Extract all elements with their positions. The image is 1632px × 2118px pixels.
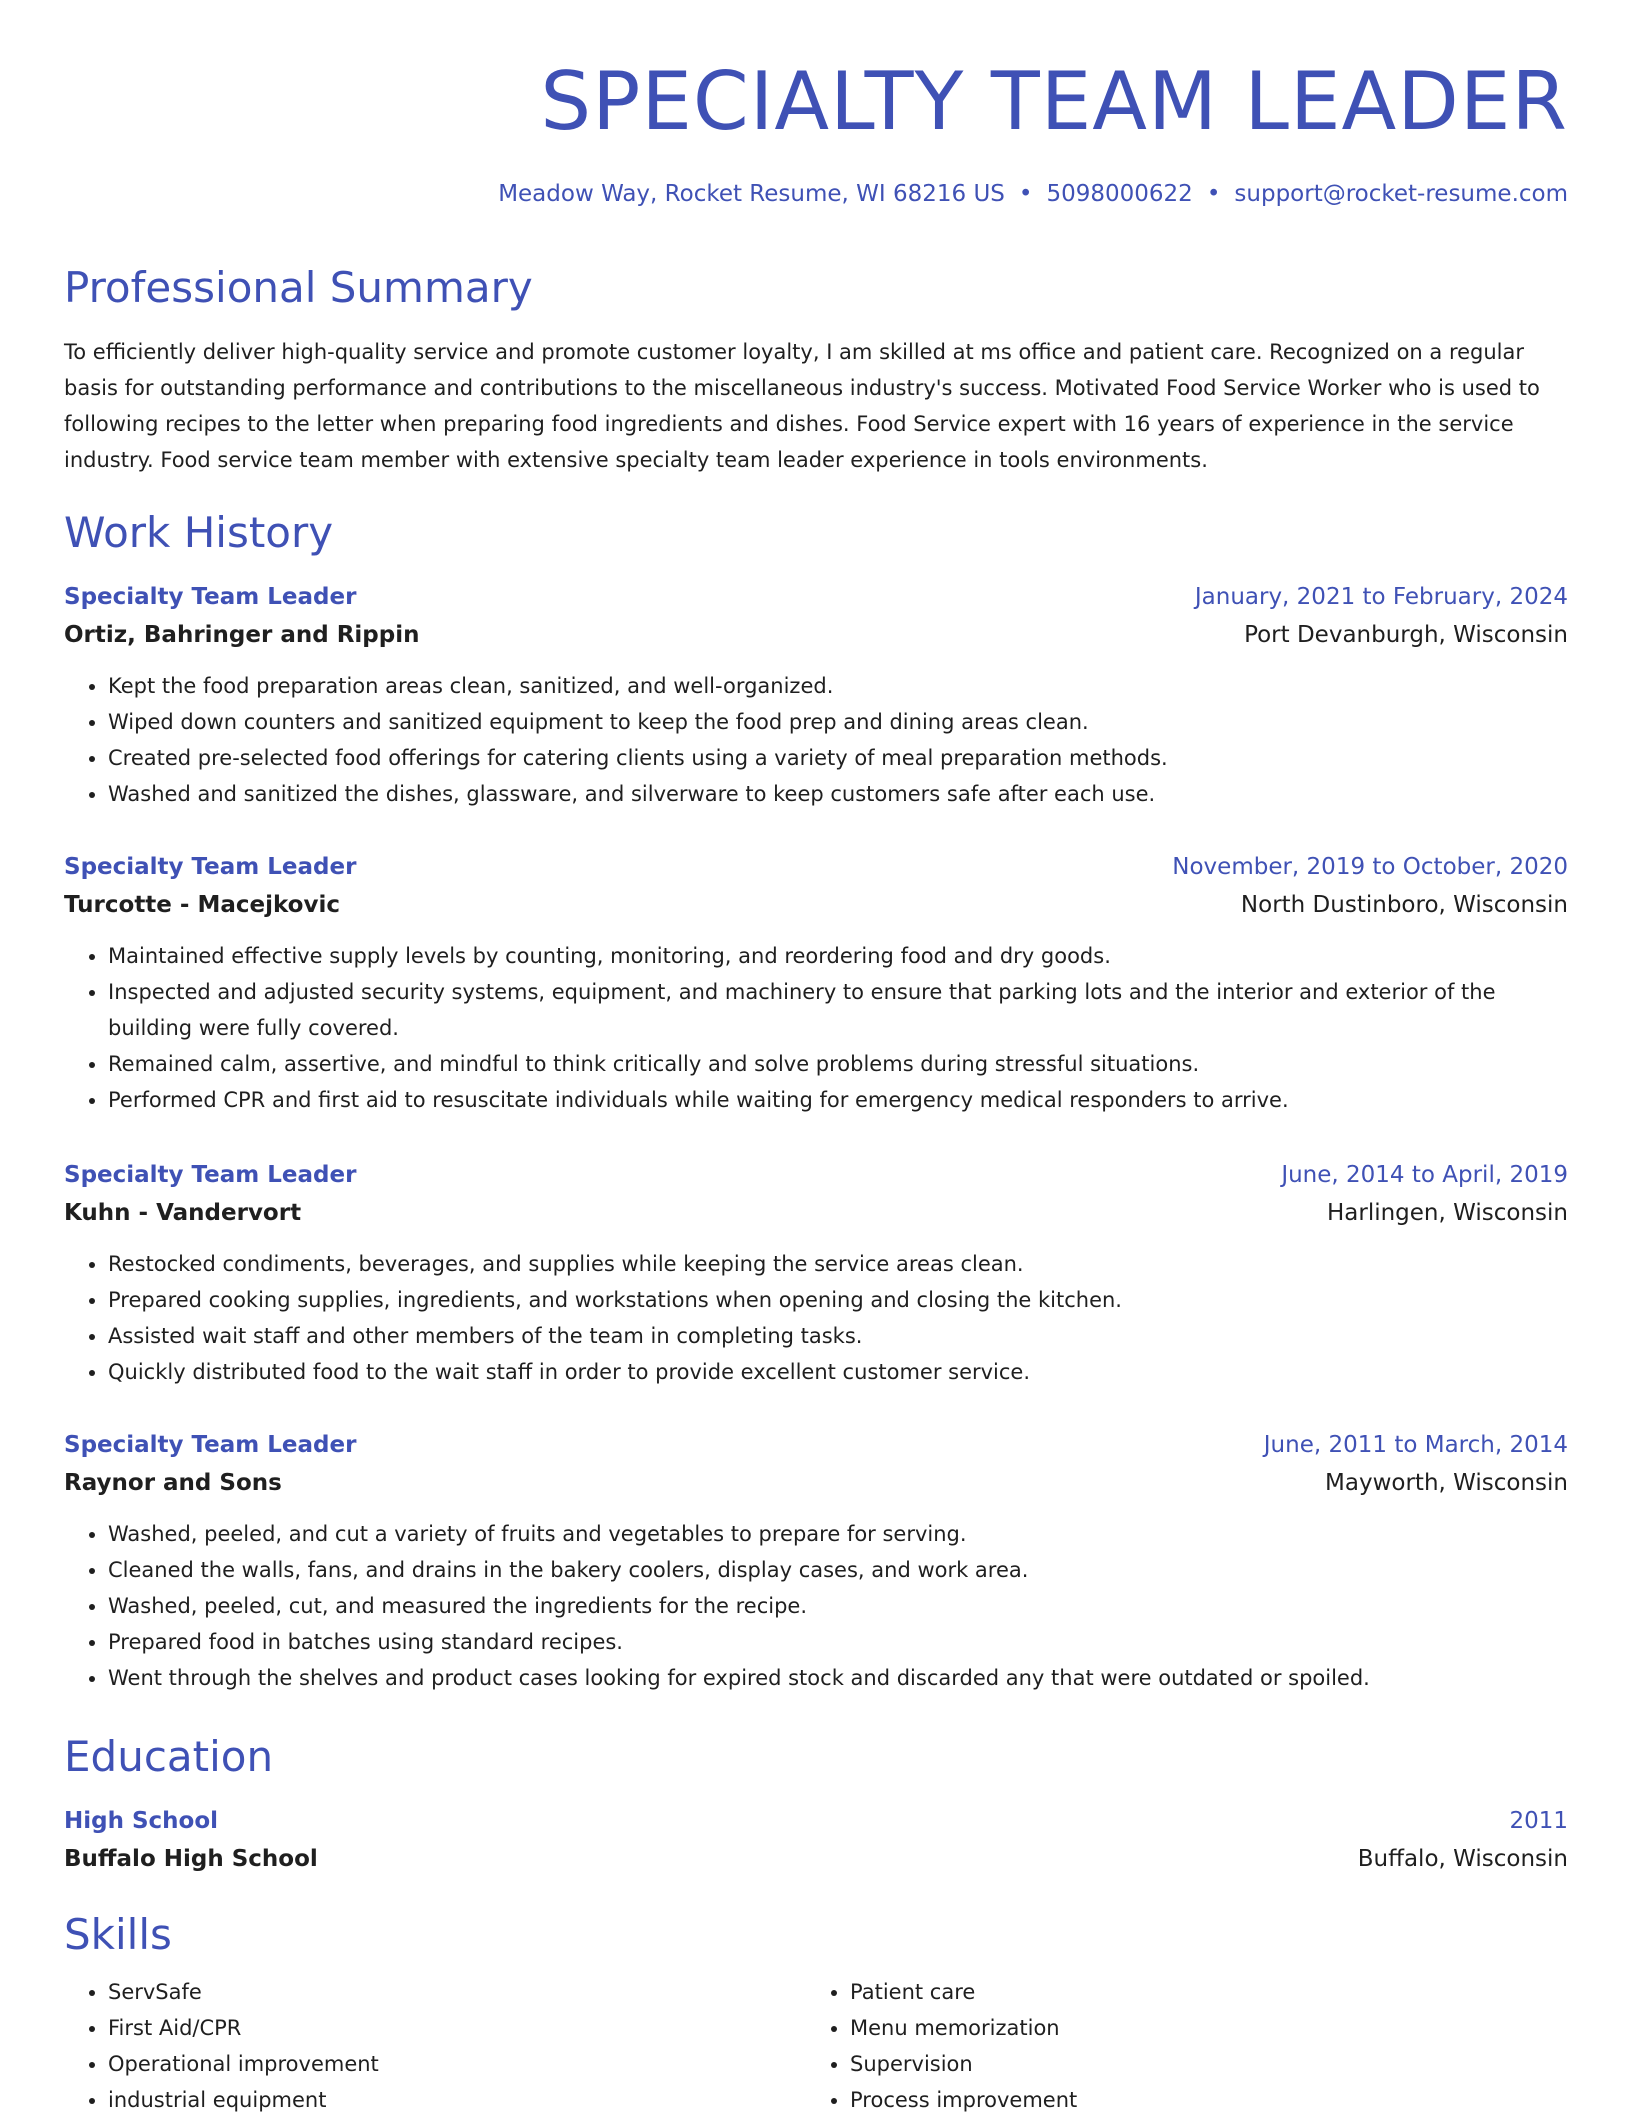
job-location: Port Devanburgh, Wisconsin <box>1244 622 1568 648</box>
skill-item: • Process improvement <box>850 2082 1077 2118</box>
job-bullet: • Wiped down counters and sanitized equipment to keep the food prep and dining areas clean. <box>108 704 1568 740</box>
job-bullets <box>64 938 1568 1118</box>
job-bullet: • Remained calm, assertive, and mindful to think critically and solve problems during stressful situations. <box>108 1046 1568 1082</box>
skills-column-2 <box>806 1974 1077 2118</box>
job-bullet: • Kept the food preparation areas clean, sanitized, and well-organized. <box>108 668 1568 704</box>
job-title: Specialty Team Leader <box>64 584 357 610</box>
job-entry <box>64 1156 1568 1390</box>
job-bullet: • Assisted wait staff and other members of the team in completing tasks. <box>108 1318 1568 1354</box>
job-title: Specialty Team Leader <box>64 1432 357 1458</box>
education-year: 2011 <box>1509 1808 1568 1834</box>
job-company: Turcotte - Macejkovic <box>64 892 340 918</box>
contact-separator: • <box>1206 181 1221 207</box>
education-heading: Education <box>64 1732 274 1781</box>
job-company: Kuhn - Vandervort <box>64 1200 302 1226</box>
resume-name-title: SPECIALTY TEAM LEADER <box>540 55 1568 148</box>
job-bullet: • Washed, peeled, cut, and measured the ingredients for the recipe. <box>108 1588 1568 1624</box>
job-dates: November, 2019 to October, 2020 <box>1172 854 1568 880</box>
job-dates: June, 2014 to April, 2019 <box>1281 1162 1568 1188</box>
job-entry <box>64 848 1568 1118</box>
summary-text: To efficiently deliver high-quality service and promote customer loyalty, I am skilled at ms office and patient care. Recognized on a regular basis for outstanding performance and contributions to the miscellaneous industry's success. Motivated Food Service Worker who is used to following recipes to the letter when preparing food ingredients and dishes. Food Service expert with 16 years of experience in the service industry. Food service team member with extensive specialty team leader experience in tools environments. <box>64 340 1540 472</box>
job-bullet: • Went through the shelves and product cases looking for expired stock and discarded any that were outdated or spoiled. <box>108 1660 1568 1696</box>
job-bullets <box>64 1516 1568 1696</box>
job-bullet: • Prepared cooking supplies, ingredients, and workstations when opening and closing the kitchen. <box>108 1282 1568 1318</box>
skill-item: • Operational improvement <box>108 2046 379 2082</box>
job-location: Harlingen, Wisconsin <box>1326 1200 1568 1226</box>
job-bullet: • Washed and sanitized the dishes, glassware, and silverware to keep customers safe after each use. <box>108 776 1568 812</box>
skill-item: • ServSafe <box>108 1974 379 2010</box>
job-bullets <box>64 668 1568 812</box>
contact-phone: 5098000622 <box>1046 181 1193 207</box>
job-dates: June, 2011 to March, 2014 <box>1263 1432 1568 1458</box>
summary-heading: Professional Summary <box>64 263 533 312</box>
job-bullet: • Washed, peeled, and cut a variety of fruits and vegetables to prepare for serving. <box>108 1516 1568 1552</box>
contact-line <box>498 178 1568 210</box>
skill-item: • industrial equipment <box>108 2082 379 2118</box>
job-bullet: • Quickly distributed food to the wait staff in order to provide excellent customer service. <box>108 1354 1568 1390</box>
job-bullets <box>64 1246 1568 1390</box>
skill-item: • Supervision <box>850 2046 1077 2082</box>
job-title: Specialty Team Leader <box>64 854 357 880</box>
job-company: Raynor and Sons <box>64 1470 282 1496</box>
education-school: Buffalo High School <box>64 1846 318 1872</box>
job-dates: January, 2021 to February, 2024 <box>1194 584 1568 610</box>
skill-item: • Menu memorization <box>850 2010 1077 2046</box>
contact-separator: • <box>1018 181 1033 207</box>
job-bullet: • Restocked condiments, beverages, and supplies while keeping the service areas clean. <box>108 1246 1568 1282</box>
job-bullet: • Cleaned the walls, fans, and drains in the bakery coolers, display cases, and work area. <box>108 1552 1568 1588</box>
job-location: Mayworth, Wisconsin <box>1325 1470 1568 1496</box>
education-degree: High School <box>64 1808 219 1834</box>
education-location: Buffalo, Wisconsin <box>1357 1846 1568 1872</box>
job-bullet: • Created pre-selected food offerings for catering clients using a variety of meal preparation methods. <box>108 740 1568 776</box>
skills-heading: Skills <box>64 1910 172 1959</box>
skills-column-1 <box>64 1974 379 2118</box>
job-location: North Dustinboro, Wisconsin <box>1240 892 1568 918</box>
contact-email: support@rocket-resume.com <box>1234 181 1568 207</box>
contact-address: Meadow Way, Rocket Resume, WI 68216 US <box>498 181 1005 207</box>
job-bullet: • Performed CPR and first aid to resuscitate individuals while waiting for emergency medical responders to arrive. <box>108 1082 1568 1118</box>
job-bullet: • Maintained effective supply levels by counting, monitoring, and reordering food and dry goods. <box>108 938 1568 974</box>
job-entry <box>64 578 1568 812</box>
skill-item: • First Aid/CPR <box>108 2010 379 2046</box>
job-bullet: • Inspected and adjusted security systems, equipment, and machinery to ensure that parking lots and the interior and exterior of the building were fully covered. <box>108 974 1568 1046</box>
education-entry <box>64 1802 1568 1878</box>
job-entry <box>64 1426 1568 1696</box>
job-bullet: • Prepared food in batches using standard recipes. <box>108 1624 1568 1660</box>
job-title: Specialty Team Leader <box>64 1162 357 1188</box>
work-history-heading: Work History <box>64 508 334 557</box>
skill-item: • Patient care <box>850 1974 1077 2010</box>
job-company: Ortiz, Bahringer and Rippin <box>64 622 420 648</box>
